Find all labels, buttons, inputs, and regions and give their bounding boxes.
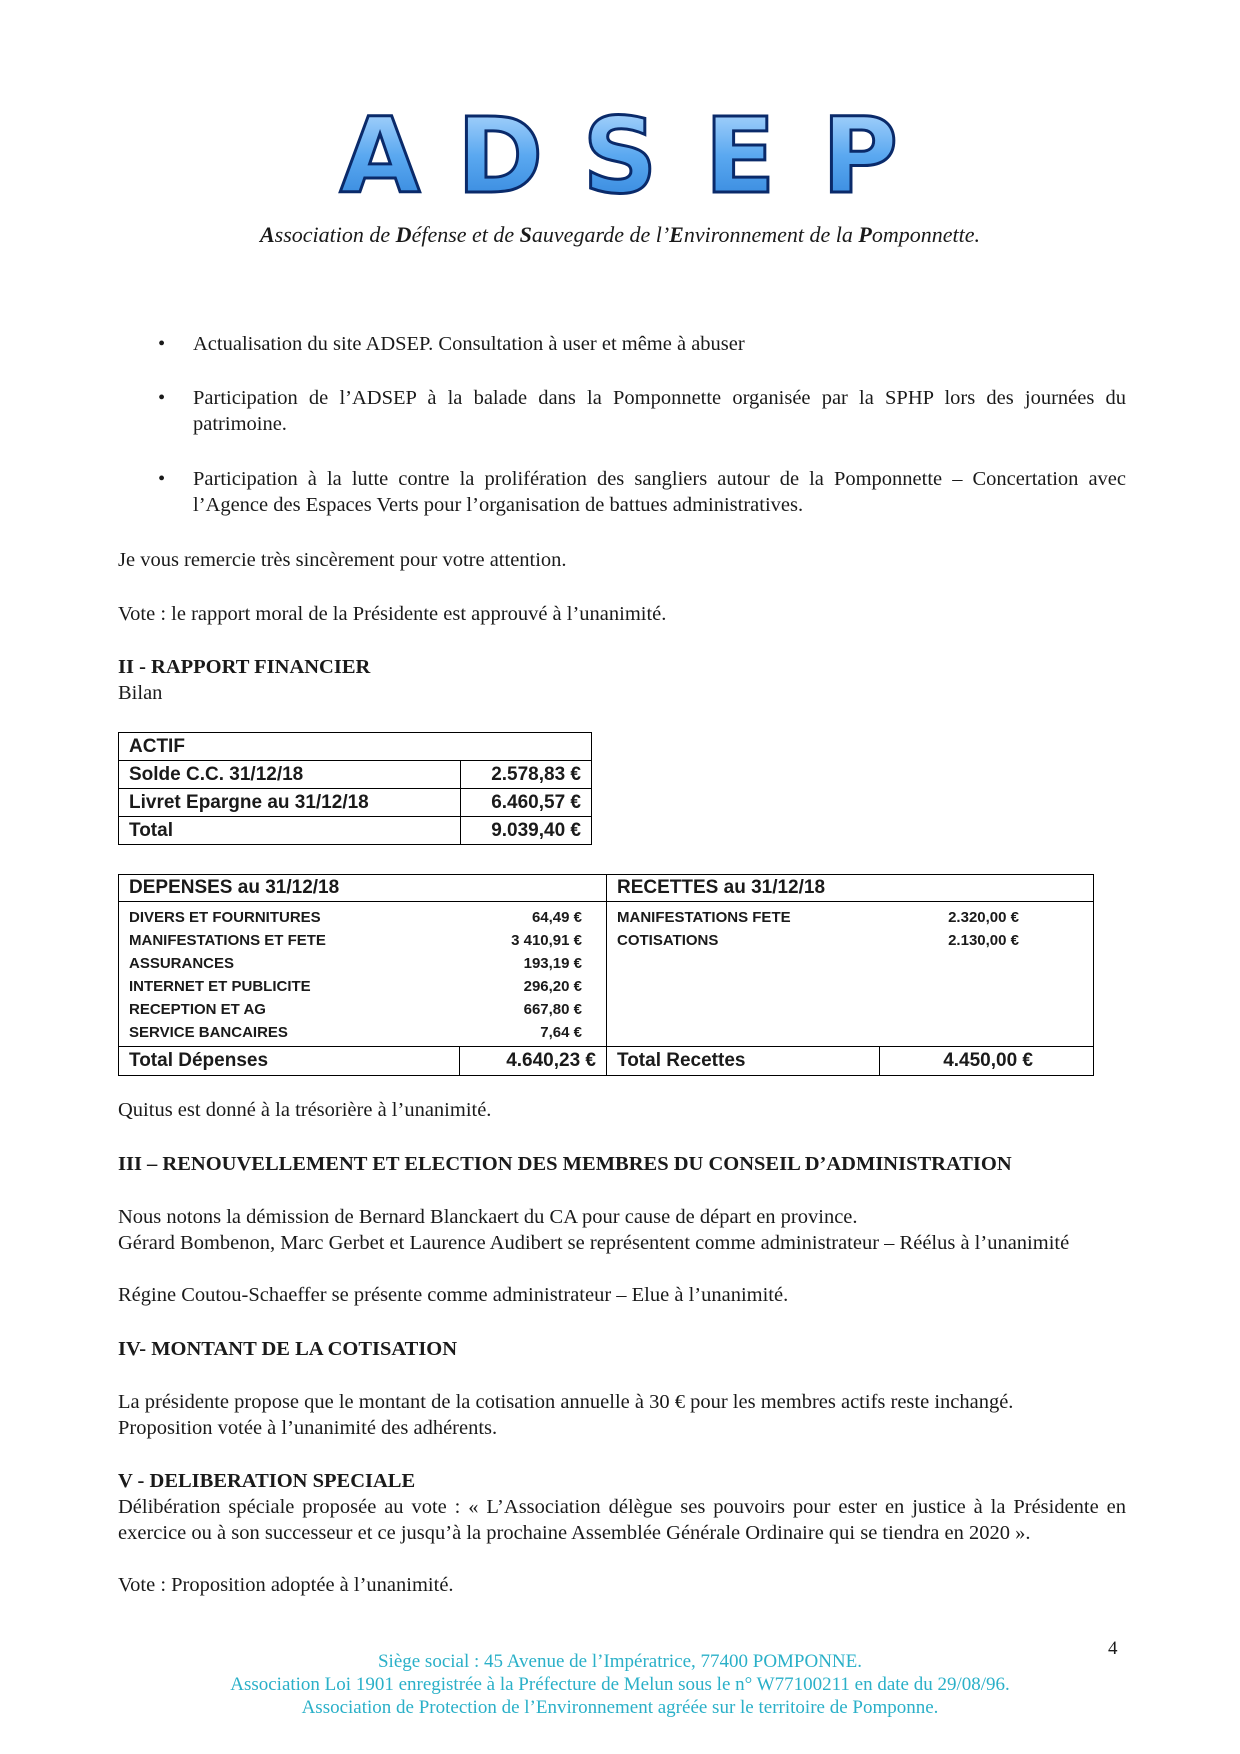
logo-letters xyxy=(320,108,920,204)
section-heading: II - RAPPORT FINANCIER xyxy=(118,656,371,678)
table-row: DIVERS ET FOURNITURES 64,49 € xyxy=(129,909,582,926)
paragraph: Délibération spéciale proposée au vote : « L’Association délègue ses pouvoirs pour ester en justice à la Présidente en exercice ou à son successeur et ce jusqu’à la prochaine Assemblée Générale Ordinaire qui se tiendra en 2020 ». xyxy=(118,1496,1126,1544)
logo-letter: D xyxy=(456,108,544,204)
vote-moral-text: Vote : le rapport moral de la Présidente est approuvé à l’unanimité. xyxy=(118,603,667,625)
paragraph: Nous notons la démission de Bernard Blanckaert du CA pour cause de départ en province. xyxy=(118,1206,858,1228)
table-row: ASSURANCES 193,19 € xyxy=(129,955,582,972)
actif-header: ACTIF xyxy=(119,733,592,761)
logo-letter: S xyxy=(582,108,658,204)
paragraph: Gérard Bombenon, Marc Gerbet et Laurence Audibert se représentent comme administrateur – Réélus à l’unanimité xyxy=(118,1232,1070,1254)
section-subtitle: Bilan xyxy=(118,682,163,704)
footer-line: Association Loi 1901 enregistrée à la Préfecture de Melun sous le n° W77100211 en date du 29/08/96. xyxy=(230,1674,1010,1695)
table-row: COTISATIONS 2.130,00 € xyxy=(617,932,1019,949)
table-row: MANIFESTATIONS FETE 2.320,00 € xyxy=(617,909,1019,926)
table-row: Livret Epargne au 31/12/18 6.460,57 € xyxy=(119,789,592,817)
list-item: • Participation de l’ADSEP à la balade dans la Pomponnette organisée par la SPHP lors des journées du patrimoine. xyxy=(158,387,1126,435)
total-depenses-value: 4.640,23 € xyxy=(460,1047,607,1076)
paragraph: La présidente propose que le montant de la cotisation annuelle à 30 € pour les membres actifs reste inchangé. xyxy=(118,1391,1014,1413)
actif-table xyxy=(118,732,592,845)
bullet-icon: • xyxy=(158,387,166,409)
logo-letter: P xyxy=(821,108,899,204)
table-row: INTERNET ET PUBLICITE 296,20 € xyxy=(129,978,582,995)
total-recettes-label: Total Recettes xyxy=(607,1047,880,1076)
depenses-header: DEPENSES au 31/12/18 xyxy=(119,875,607,902)
table-row: Total 9.039,40 € xyxy=(119,817,592,845)
quitus-text: Quitus est donné à la trésorière à l’unanimité. xyxy=(118,1099,492,1121)
depenses-items xyxy=(119,902,607,1047)
logo-letter: A xyxy=(339,108,421,204)
paragraph: Régine Coutou-Schaeffer se présente comme administrateur – Elue à l’unanimité. xyxy=(118,1284,789,1306)
section-heading: III – RENOUVELLEMENT ET ELECTION DES MEMBRES DU CONSEIL D’ADMINISTRATION xyxy=(118,1153,1012,1175)
thanks-text: Je vous remercie très sincèrement pour votre attention. xyxy=(118,549,567,571)
total-depenses-label: Total Dépenses xyxy=(119,1047,460,1076)
section-heading: IV- MONTANT DE LA COTISATION xyxy=(118,1338,458,1360)
page-number: 4 xyxy=(1108,1638,1118,1659)
footer-line: Association de Protection de l’Environnement agréée sur le territoire de Pomponne. xyxy=(301,1697,939,1718)
paragraph: Proposition votée à l’unanimité des adhérents. xyxy=(118,1417,498,1439)
logo-letter: E xyxy=(704,108,776,204)
recettes-items xyxy=(607,902,1094,1047)
depenses-recettes-table xyxy=(118,874,1094,1076)
table-row: Solde C.C. 31/12/18 2.578,83 € xyxy=(119,761,592,789)
bullet-icon: • xyxy=(158,468,166,490)
paragraph: Vote : Proposition adoptée à l’unanimité. xyxy=(118,1574,454,1596)
list-item: • Participation à la lutte contre la prolifération des sangliers autour de la Pomponnette – Concertation avec l’Agence des Espaces Verts pour l’organisation de battues administratives. xyxy=(158,468,1126,516)
footer-line: Siège social : 45 Avenue de l’Impératrice, 77400 POMPONNE. xyxy=(377,1651,863,1672)
total-recettes-value: 4.450,00 € xyxy=(880,1047,1094,1076)
list-item: • Actualisation du site ADSEP. Consultation à user et même à abuser xyxy=(158,333,745,355)
table-row: MANIFESTATIONS ET FETE 3 410,91 € xyxy=(129,932,582,949)
bullet-icon: • xyxy=(158,333,166,355)
adsep-logo xyxy=(0,108,1240,204)
section-heading: V - DELIBERATION SPECIALE xyxy=(118,1470,416,1492)
table-row: SERVICE BANCAIRES 7,64 € xyxy=(129,1024,582,1041)
association-tagline: Association de Défense et de Sauvegarde de l’Environnement de la Pomponnette. xyxy=(259,222,980,247)
table-row: RECEPTION ET AG 667,80 € xyxy=(129,1001,582,1018)
recettes-header: RECETTES au 31/12/18 xyxy=(607,875,1094,902)
